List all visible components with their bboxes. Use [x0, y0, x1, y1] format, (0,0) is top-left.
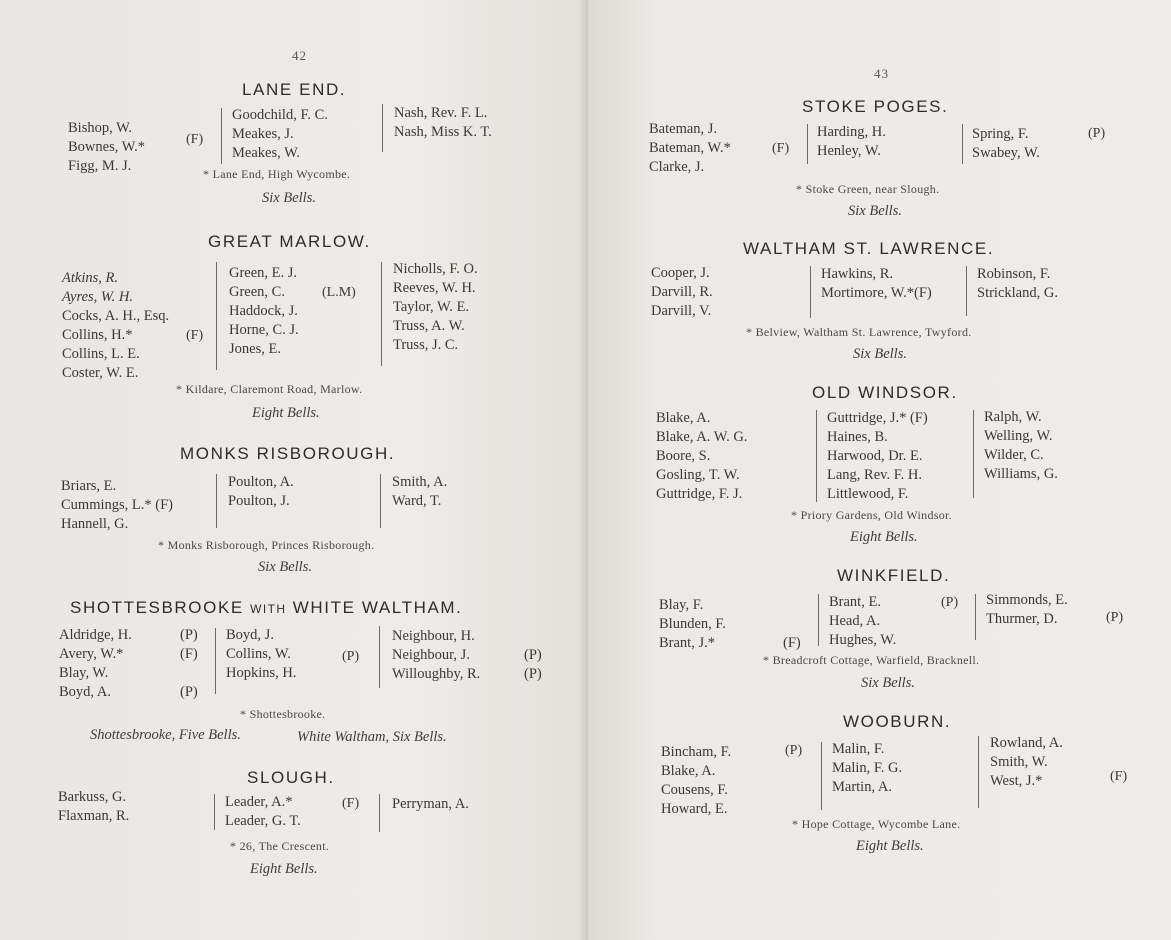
- ringer-tag: (F): [783, 635, 801, 651]
- ringer-name: Smith, W.: [990, 754, 1048, 770]
- column-divider: [221, 108, 222, 164]
- column-divider: [821, 742, 822, 810]
- tower-address-note: * 26, The Crescent.: [230, 839, 330, 853]
- section-title-lane-end: LANE END.: [242, 80, 347, 99]
- tower-address-note: * Lane End, High Wycombe.: [203, 167, 351, 181]
- column-divider: [382, 104, 383, 152]
- ringer-name: Bincham, F.: [661, 744, 732, 760]
- shottesbrooke-col1: [59, 626, 132, 702]
- ringer-name: Clarke, J.: [649, 159, 705, 175]
- bells-count: Six Bells.: [861, 675, 915, 691]
- ringer-name: Haines, B.: [827, 429, 888, 445]
- ringer-name: Avery, W.*: [59, 646, 124, 662]
- ringer-name: Green, C.: [229, 284, 285, 300]
- great-marlow-col3: [393, 260, 478, 355]
- column-divider: [379, 794, 380, 832]
- ringer-tag: (F): [180, 646, 198, 662]
- ringer-tag: (P): [1088, 126, 1106, 141]
- ringer-name: Harwood, Dr. E.: [827, 448, 923, 464]
- ringer-name: Poulton, A.: [228, 474, 294, 490]
- ringer-name: Meakes, W.: [232, 145, 301, 161]
- ringer-name: Head, A.: [829, 613, 881, 629]
- column-divider: [216, 474, 217, 528]
- ringer-tag: [524, 627, 542, 646]
- ringer-name: Bownes, W.*: [68, 139, 145, 155]
- shottesbrooke-col3: [392, 627, 480, 684]
- ringer-name: Goodchild, F. C.: [232, 107, 328, 123]
- waltham-col3: [977, 265, 1058, 303]
- ringer-name: Bateman, J.: [649, 121, 718, 137]
- ringer-name: Boyd, A.: [59, 684, 111, 700]
- ringer-name: Brant, E.: [829, 594, 881, 610]
- ringer-name: Brant, J.*: [659, 635, 715, 651]
- old-windsor-col3: [984, 408, 1058, 484]
- ringer-tag: (P): [1106, 610, 1124, 625]
- stoke-poges-col1: [649, 120, 731, 177]
- tower-address-note: * Monks Risborough, Princes Risborough.: [158, 538, 375, 552]
- ringer-name: Darvill, R.: [651, 284, 713, 300]
- ringer-name: Spring, F.: [972, 126, 1029, 142]
- ringer-tag: (P): [941, 595, 959, 610]
- slough-col1: [58, 788, 129, 826]
- ringer-name: Aldridge, H.: [59, 627, 132, 643]
- ringer-name: Hannell, G.: [61, 516, 129, 532]
- ringer-name: Guttridge, F. J.: [656, 486, 743, 502]
- ringer-name: Gosling, T. W.: [656, 467, 740, 483]
- section-title-waltham-st-lawrence: WALTHAM ST. LAWRENCE.: [743, 239, 995, 258]
- ringer-tag: (F): [772, 141, 790, 156]
- ringer-name: Ward, T.: [392, 493, 442, 509]
- ringer-name: Blake, A. W. G.: [656, 429, 748, 445]
- ringer-name: Cousens, F.: [661, 782, 728, 798]
- ringer-name: Blay, F.: [659, 597, 704, 613]
- section-title-great-marlow: GREAT MARLOW.: [208, 232, 371, 251]
- ringer-tag: (F): [1110, 769, 1128, 784]
- slough-col3: [392, 795, 469, 814]
- ringer-tag: [783, 615, 801, 634]
- ringer-name: Barkuss, G.: [58, 789, 127, 805]
- ringer-name: Neighbour, J.: [392, 647, 470, 663]
- ringer-name: Taylor, W. E.: [393, 299, 470, 315]
- tower-address-note: * Hope Cottage, Wycombe Lane.: [792, 817, 961, 831]
- ringer-name: Williams, G.: [984, 466, 1058, 482]
- old-windsor-col2: [827, 409, 928, 504]
- ringer-name: Figg, M. J.: [68, 158, 132, 174]
- section-title-stoke-poges: STOKE POGES.: [802, 97, 949, 116]
- ringer-name: Darvill, V.: [651, 303, 712, 319]
- tower-address-note: * Belview, Waltham St. Lawrence, Twyford.: [746, 325, 972, 339]
- great-marlow-col1: [62, 269, 169, 383]
- ringer-name: Poulton, J.: [228, 493, 290, 509]
- bells-count: Six Bells.: [262, 190, 316, 206]
- lane-end-col1: [68, 119, 145, 176]
- waltham-col2: [821, 265, 932, 303]
- ringer-tag: (F): [342, 796, 360, 811]
- section-title-old-windsor: OLD WINDSOR.: [812, 383, 958, 402]
- column-divider: [973, 410, 974, 498]
- waltham-col1: [651, 264, 713, 321]
- ringer-name: Thurmer, D.: [986, 611, 1058, 627]
- column-divider: [216, 262, 217, 370]
- title-part: WHITE WALTHAM.: [292, 598, 463, 617]
- ringer-name: Robinson, F.: [977, 266, 1051, 282]
- winkfield-col1: [659, 596, 726, 653]
- ringer-tag: (F): [186, 328, 204, 343]
- ringer-tag: (P): [524, 666, 542, 682]
- winkfield-col3: [986, 591, 1068, 629]
- ringer-name: Rowland, A.: [990, 735, 1063, 751]
- ringer-tag: (F): [186, 132, 204, 147]
- column-divider: [810, 266, 811, 318]
- title-part: SHOTTESBROOKE: [70, 598, 244, 617]
- ringer-name: Malin, F. G.: [832, 760, 903, 776]
- ringer-name: Swabey, W.: [972, 145, 1040, 161]
- ringer-name: Collins, L. E.: [62, 346, 140, 362]
- section-title-winkfield: WINKFIELD.: [837, 566, 951, 585]
- ringer-name: Truss, J. C.: [393, 337, 459, 353]
- ringer-name: Green, E. J.: [229, 265, 298, 281]
- ringer-name: Neighbour, H.: [392, 628, 475, 644]
- ringer-name: Hawkins, R.: [821, 266, 894, 282]
- monks-risborough-col1: [61, 477, 173, 534]
- bells-count: Eight Bells.: [856, 838, 924, 854]
- ringer-name: Collins, W.: [226, 646, 291, 662]
- ringer-name: Nash, Rev. F. L.: [394, 105, 488, 121]
- stoke-poges-col2: [817, 123, 886, 161]
- bells-count: Eight Bells.: [252, 405, 320, 421]
- ringer-name: Strickland, G.: [977, 285, 1058, 301]
- ringer-name: Mortimore, W.*(F): [821, 285, 932, 301]
- ringer-name: Hughes, W.: [829, 632, 897, 648]
- great-marlow-col2: [229, 264, 299, 359]
- ringer-name: Simmonds, E.: [986, 592, 1068, 608]
- ringer-name: Henley, W.: [817, 143, 881, 159]
- ringer-name: Hopkins, H.: [226, 665, 297, 681]
- ringer-tag: (P): [180, 627, 198, 643]
- stoke-poges-col3: [972, 125, 1040, 163]
- ringer-tag: (P): [342, 649, 360, 664]
- ringer-name: Flaxman, R.: [58, 808, 130, 824]
- column-divider: [962, 124, 963, 164]
- ringer-name: Meakes, J.: [232, 126, 294, 142]
- column-divider: [380, 474, 381, 528]
- ringer-name: Willoughby, R.: [392, 666, 481, 682]
- wooburn-col3: [990, 734, 1063, 791]
- ringer-name: Smith, A.: [392, 474, 448, 490]
- column-divider: [214, 794, 215, 830]
- ringer-name: Coster, W. E.: [62, 365, 139, 381]
- ringer-name: Blay, W.: [59, 665, 109, 681]
- ringer-name: Truss, A. W.: [393, 318, 465, 334]
- old-windsor-col1: [656, 409, 747, 504]
- ringer-name: Blunden, F.: [659, 616, 726, 632]
- section-title-slough: SLOUGH.: [247, 768, 335, 787]
- winkfield-col1-tags: [783, 596, 801, 653]
- bells-count: Six Bells.: [258, 559, 312, 575]
- column-divider: [818, 594, 819, 646]
- tower-address-note: * Shottesbrooke.: [240, 707, 326, 721]
- bells-count: Shottesbrooke, Five Bells.: [90, 727, 241, 743]
- ringer-name: Boyd, J.: [226, 627, 274, 643]
- ringer-name: Malin, F.: [832, 741, 885, 757]
- column-divider: [975, 594, 976, 640]
- ringer-name: Wilder, C.: [984, 447, 1044, 463]
- ringer-name: Collins, H.*: [62, 327, 133, 343]
- monks-risborough-col2: [228, 473, 294, 511]
- ringer-name: Boore, S.: [656, 448, 711, 464]
- column-divider: [966, 266, 967, 316]
- ringer-name: Cooper, J.: [651, 265, 710, 281]
- ringer-name: Blake, A.: [661, 763, 716, 779]
- ringer-name: Guttridge, J.* (F): [827, 410, 928, 426]
- tower-address-note: * Priory Gardens, Old Windsor.: [791, 508, 952, 522]
- ringer-name: Cocks, A. H., Esq.: [62, 308, 170, 324]
- ringer-name: Blake, A.: [656, 410, 711, 426]
- tower-address-note: * Kildare, Claremont Road, Marlow.: [176, 382, 363, 396]
- column-divider: [807, 124, 808, 164]
- winkfield-col2: [829, 593, 896, 650]
- ringer-name: Perryman, A.: [392, 796, 469, 812]
- ringer-name: Ralph, W.: [984, 409, 1042, 425]
- bells-count: Six Bells.: [848, 203, 902, 219]
- ringer-name: Reeves, W. H.: [393, 280, 476, 296]
- ringer-name: Harding, H.: [817, 124, 886, 140]
- monks-risborough-col3: [392, 473, 447, 511]
- tower-address-note: * Stoke Green, near Slough.: [796, 182, 940, 196]
- page-number: 43: [874, 66, 889, 81]
- ringer-tag: [783, 596, 801, 615]
- slough-col2: [225, 793, 301, 831]
- shottesbrooke-col2: [226, 626, 297, 683]
- ringer-name: Lang, Rev. F. H.: [827, 467, 922, 483]
- ringer-name: Leader, G. T.: [225, 813, 301, 829]
- ringer-tag: (P): [785, 743, 803, 758]
- shottesbrooke-col3-tags: [524, 627, 542, 684]
- ringer-name: Bishop, W.: [68, 120, 133, 136]
- ringer-name: Jones, E.: [229, 341, 281, 357]
- section-title-wooburn: WOOBURN.: [843, 712, 952, 731]
- ringer-name: Briars, E.: [61, 478, 117, 494]
- ringer-name: Haddock, J.: [229, 303, 298, 319]
- ringer-tag: [180, 664, 198, 683]
- shottesbrooke-col1-tags: [180, 626, 198, 702]
- column-divider: [816, 410, 817, 502]
- ringer-name: Leader, A.*: [225, 794, 293, 810]
- page-number: 42: [292, 48, 307, 63]
- lane-end-col3: [394, 104, 492, 142]
- ringer-name: Nash, Miss K. T.: [394, 124, 492, 140]
- ringer-name: Littlewood, F.: [827, 486, 909, 502]
- ringer-name: Bateman, W.*: [649, 140, 731, 156]
- right-page: [588, 0, 1171, 940]
- ringer-tag: (P): [524, 647, 542, 663]
- column-divider: [381, 262, 382, 366]
- section-title-monks-risborough: MONKS RISBOROUGH.: [180, 444, 396, 463]
- ringer-tag: (P): [180, 684, 198, 700]
- column-divider: [215, 628, 216, 694]
- column-divider: [379, 626, 380, 688]
- wooburn-col2: [832, 740, 902, 797]
- section-title-shottesbrooke: [70, 598, 462, 618]
- ringer-name: Martin, A.: [832, 779, 893, 795]
- ringer-name: Howard, E.: [661, 801, 728, 817]
- ringer-name: Welling, W.: [984, 428, 1053, 444]
- ringer-name: Horne, C. J.: [229, 322, 299, 338]
- ringer-tag: (L.M): [322, 285, 356, 300]
- tower-address-note: * Breadcroft Cottage, Warfield, Bracknell.: [763, 653, 980, 667]
- ringer-name: Cummings, L.* (F): [61, 497, 173, 513]
- ringer-name: Ayres, W. H.: [62, 289, 134, 305]
- column-divider: [978, 736, 979, 808]
- lane-end-col2: [232, 106, 328, 163]
- bells-count: Eight Bells.: [850, 529, 918, 545]
- title-part: WITH: [250, 602, 287, 616]
- ringer-name: Atkins, R.: [62, 270, 118, 286]
- bells-count: White Waltham, Six Bells.: [297, 729, 447, 745]
- bells-count: Eight Bells.: [250, 861, 318, 877]
- ringer-name: Nicholls, F. O.: [393, 261, 478, 277]
- bells-count: Six Bells.: [853, 346, 907, 362]
- wooburn-col1: [661, 743, 731, 819]
- ringer-name: West, J.*: [990, 773, 1043, 789]
